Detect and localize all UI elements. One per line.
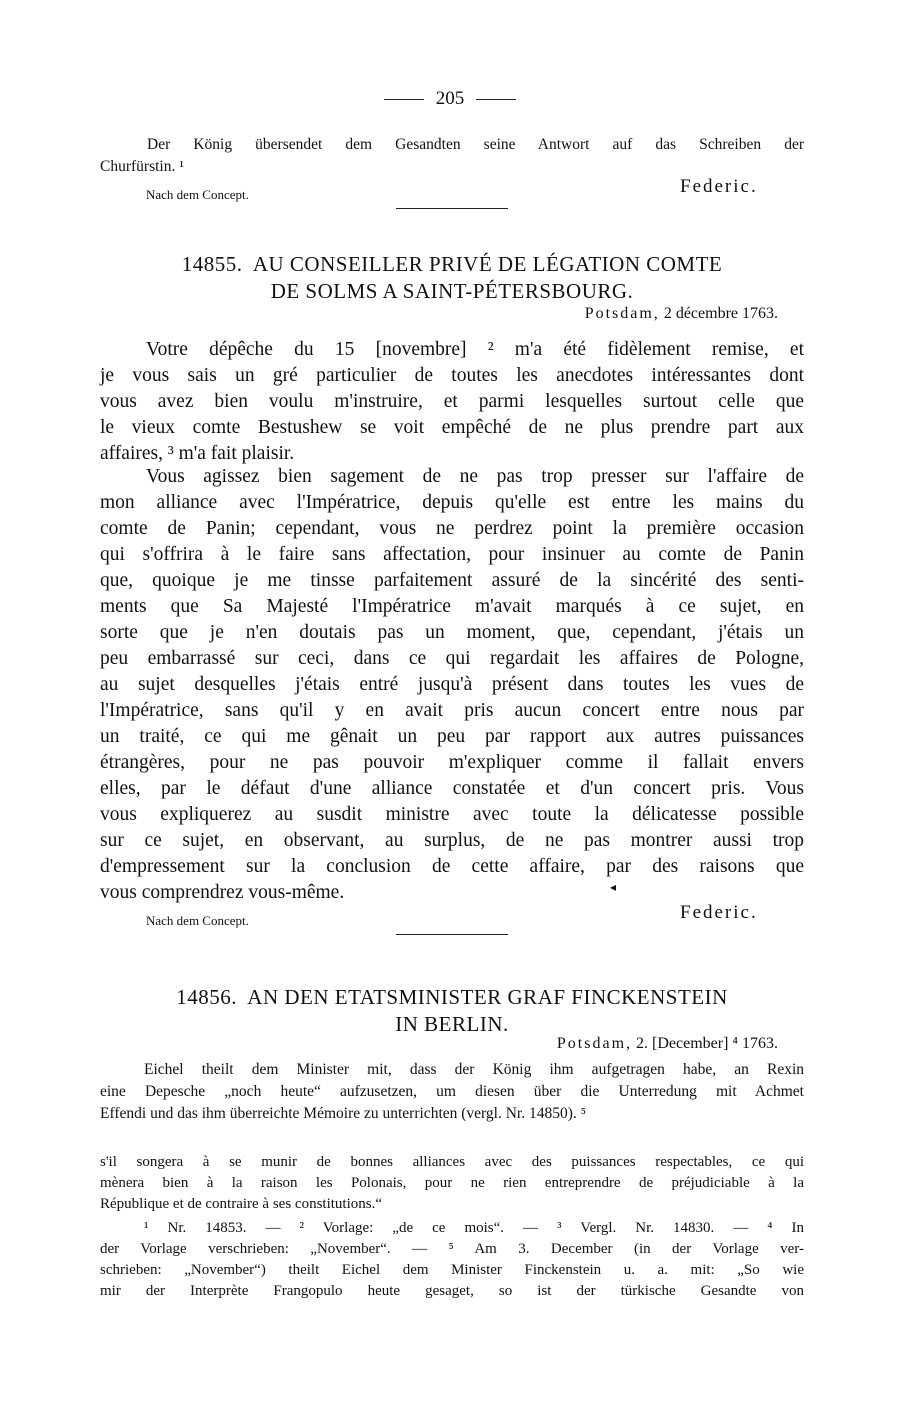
page-number: 205 — [435, 88, 465, 109]
footnote-line-3: schrieben: „November“) theilt Eichel dem Minister Finckenstein u. a. mit: „So wie — [100, 1262, 804, 1278]
footnote-line-4: mir der Interprète Frangopulo heute gesaget, so ist der türkische Gesandte von — [100, 1283, 804, 1299]
separator-rule-2 — [396, 934, 508, 935]
doc2-p1-line-4: le vieux comte Bestushew se voit empêché de ne plus prendre part aux — [100, 417, 804, 438]
doc2-p2-line-16: d'empressement sur la conclusion de cette affaire, par des raisons que — [100, 856, 804, 877]
doc2-p2-line-8: peu embarrassé sur ceci, dans ce qui regardait les affaires de Pologne, — [100, 648, 804, 669]
doc2-p2-line-14: vous expliquerez au susdit ministre avec toute la délicatesse possible — [100, 804, 804, 825]
doc2-p1-line-2: je vous sais un gré particulier de toutes les anecdotes intéressantes dont — [100, 365, 804, 386]
doc2-paragraph-2 — [100, 464, 804, 906]
doc3-date: 2. [December] ⁴ 1763. — [636, 1035, 778, 1052]
doc2-p2-line-6: ments que Sa Majesté l'Impératrice m'avait marqués à ce sujet, en — [100, 596, 804, 617]
doc2-p2-line-7: sorte que je n'en doutais pas un moment, que, cependant, j'étais un — [100, 622, 804, 643]
doc2-p2-line-13: elles, par le défaut d'une alliance constatée et d'un concert pris. Vous — [100, 778, 804, 799]
doc3-place: Potsdam, — [556, 1035, 633, 1052]
doc2-p1-line-3: vous avez bien voulu m'instruire, et parmi lesquelles surtout celle que — [100, 391, 804, 412]
doc1-summary-line-2: Churfürstin. ¹ — [100, 158, 184, 175]
doc3-summary-line-3: Effendi und das ihm überreichte Mémoire zu unterrichten (vergl. Nr. 14850). ⁵ — [100, 1105, 587, 1122]
doc3-number: 14856. — [176, 985, 237, 1009]
doc3-summary — [100, 1059, 804, 1125]
page-number-line — [0, 88, 900, 110]
doc2-heading-line-2: DE SOLMS A SAINT-PÉTERSBOURG. — [270, 279, 634, 303]
doc2-p2-line-1: Vous agissez bien sagement de ne pas trop presser sur l'affaire de — [146, 466, 804, 487]
page-number-dash-left — [384, 99, 424, 100]
doc2-p2-line-17: vous comprendrez vous-même. — [100, 882, 345, 903]
doc1-signature: Federic. — [680, 176, 758, 197]
page-number-dash-right — [476, 99, 516, 100]
doc2-dateline — [100, 305, 778, 323]
doc1-summary-line-1: Der König übersendet dem Gesandten seine Antwort auf das Schreiben der — [147, 136, 804, 153]
doc2-p2-line-2: mon alliance avec l'Impératrice, depuis qu'elle est entre les mains du — [100, 492, 804, 513]
doc2-p2-line-12: étrangères, pour ne pas pouvoir m'expliquer comme il fallait envers — [100, 752, 804, 773]
doc2-heading-line-1: AU CONSEILLER PRIVÉ DE LÉGATION COMTE — [252, 252, 723, 276]
doc2-signature: Federic. — [680, 902, 758, 923]
doc3-summary-line-2: eine Depesche „noch heute“ aufzusetzen, um diesen über die Unterredung mit Achmet — [100, 1083, 804, 1100]
footnote-continuation-line-3: République et de contraire à ses constitutions.“ — [100, 1196, 383, 1212]
doc3-heading-line-1: AN DEN ETATSMINISTER GRAF FINCKENSTEIN — [247, 985, 728, 1009]
doc3-heading-line-2: IN BERLIN. — [395, 1012, 509, 1036]
doc2-place: Potsdam, — [584, 305, 660, 322]
doc2-p1-line-5: affaires, ³ m'a fait plaisir. — [100, 443, 295, 464]
doc2-source-note: Nach dem Concept. — [146, 913, 249, 928]
footnote-continuation-line-1: s'il songera à se munir de bonnes alliances avec des puissances respectables, ce qui — [100, 1154, 804, 1170]
doc2-p2-line-11: un traité, ce qui me gênait un peu par rapport aux autres puissances — [100, 726, 804, 747]
doc1-source-note: Nach dem Concept. — [146, 187, 249, 202]
doc2-p2-line-9: au sujet desquelles j'étais entré jusqu'à présent dans toutes les vues de — [100, 674, 804, 695]
doc1-summary — [100, 134, 804, 178]
doc2-paragraph-1 — [100, 337, 804, 467]
footnote-line-2: der Vorlage verschrieben: „November“. — ⁵ Am 3. December (in der Vorlage ver- — [100, 1241, 804, 1257]
stray-ink-mark: ◂ — [610, 880, 617, 894]
doc2-date: 2 décembre 1763. — [663, 305, 778, 322]
doc3-heading — [100, 984, 804, 1038]
doc2-p2-line-3: comte de Panin; cependant, vous ne perdrez point la première occasion — [100, 518, 804, 539]
doc2-p2-line-15: sur ce sujet, en observant, au surplus, de ne pas montrer aussi trop — [100, 830, 804, 851]
footnote-continuation-line-2: mènera bien à la raison les Polonais, pour ne rien entreprendre de préjudiciable à la — [100, 1175, 804, 1191]
doc2-p2-line-5: que, quoique je me tinsse parfaitement assuré de la sincérité des senti- — [100, 570, 804, 591]
footnote-continuation — [100, 1152, 804, 1215]
doc2-heading — [100, 251, 804, 305]
footnotes — [100, 1218, 804, 1302]
doc2-p2-line-4: qui s'offrira à le faire sans affectation, pour insinuer au comte de Panin — [100, 544, 804, 565]
doc3-summary-line-1: Eichel theilt dem Minister mit, dass der König ihm aufgetragen habe, an Rexin — [144, 1061, 804, 1078]
doc2-p2-line-10: l'Impératrice, sans qu'il y en avait pris aucun concert entre nous par — [100, 700, 804, 721]
doc2-p1-line-1: Votre dépêche du 15 [novembre] ² m'a été fidèlement remise, et — [146, 339, 804, 360]
footnote-line-1: ¹ Nr. 14853. — ² Vorlage: „de ce mois“. — ³ Vergl. Nr. 14830. — ⁴ In — [144, 1220, 804, 1236]
separator-rule-1 — [396, 208, 508, 209]
doc3-dateline — [100, 1035, 778, 1053]
doc2-number: 14855. — [181, 252, 243, 276]
